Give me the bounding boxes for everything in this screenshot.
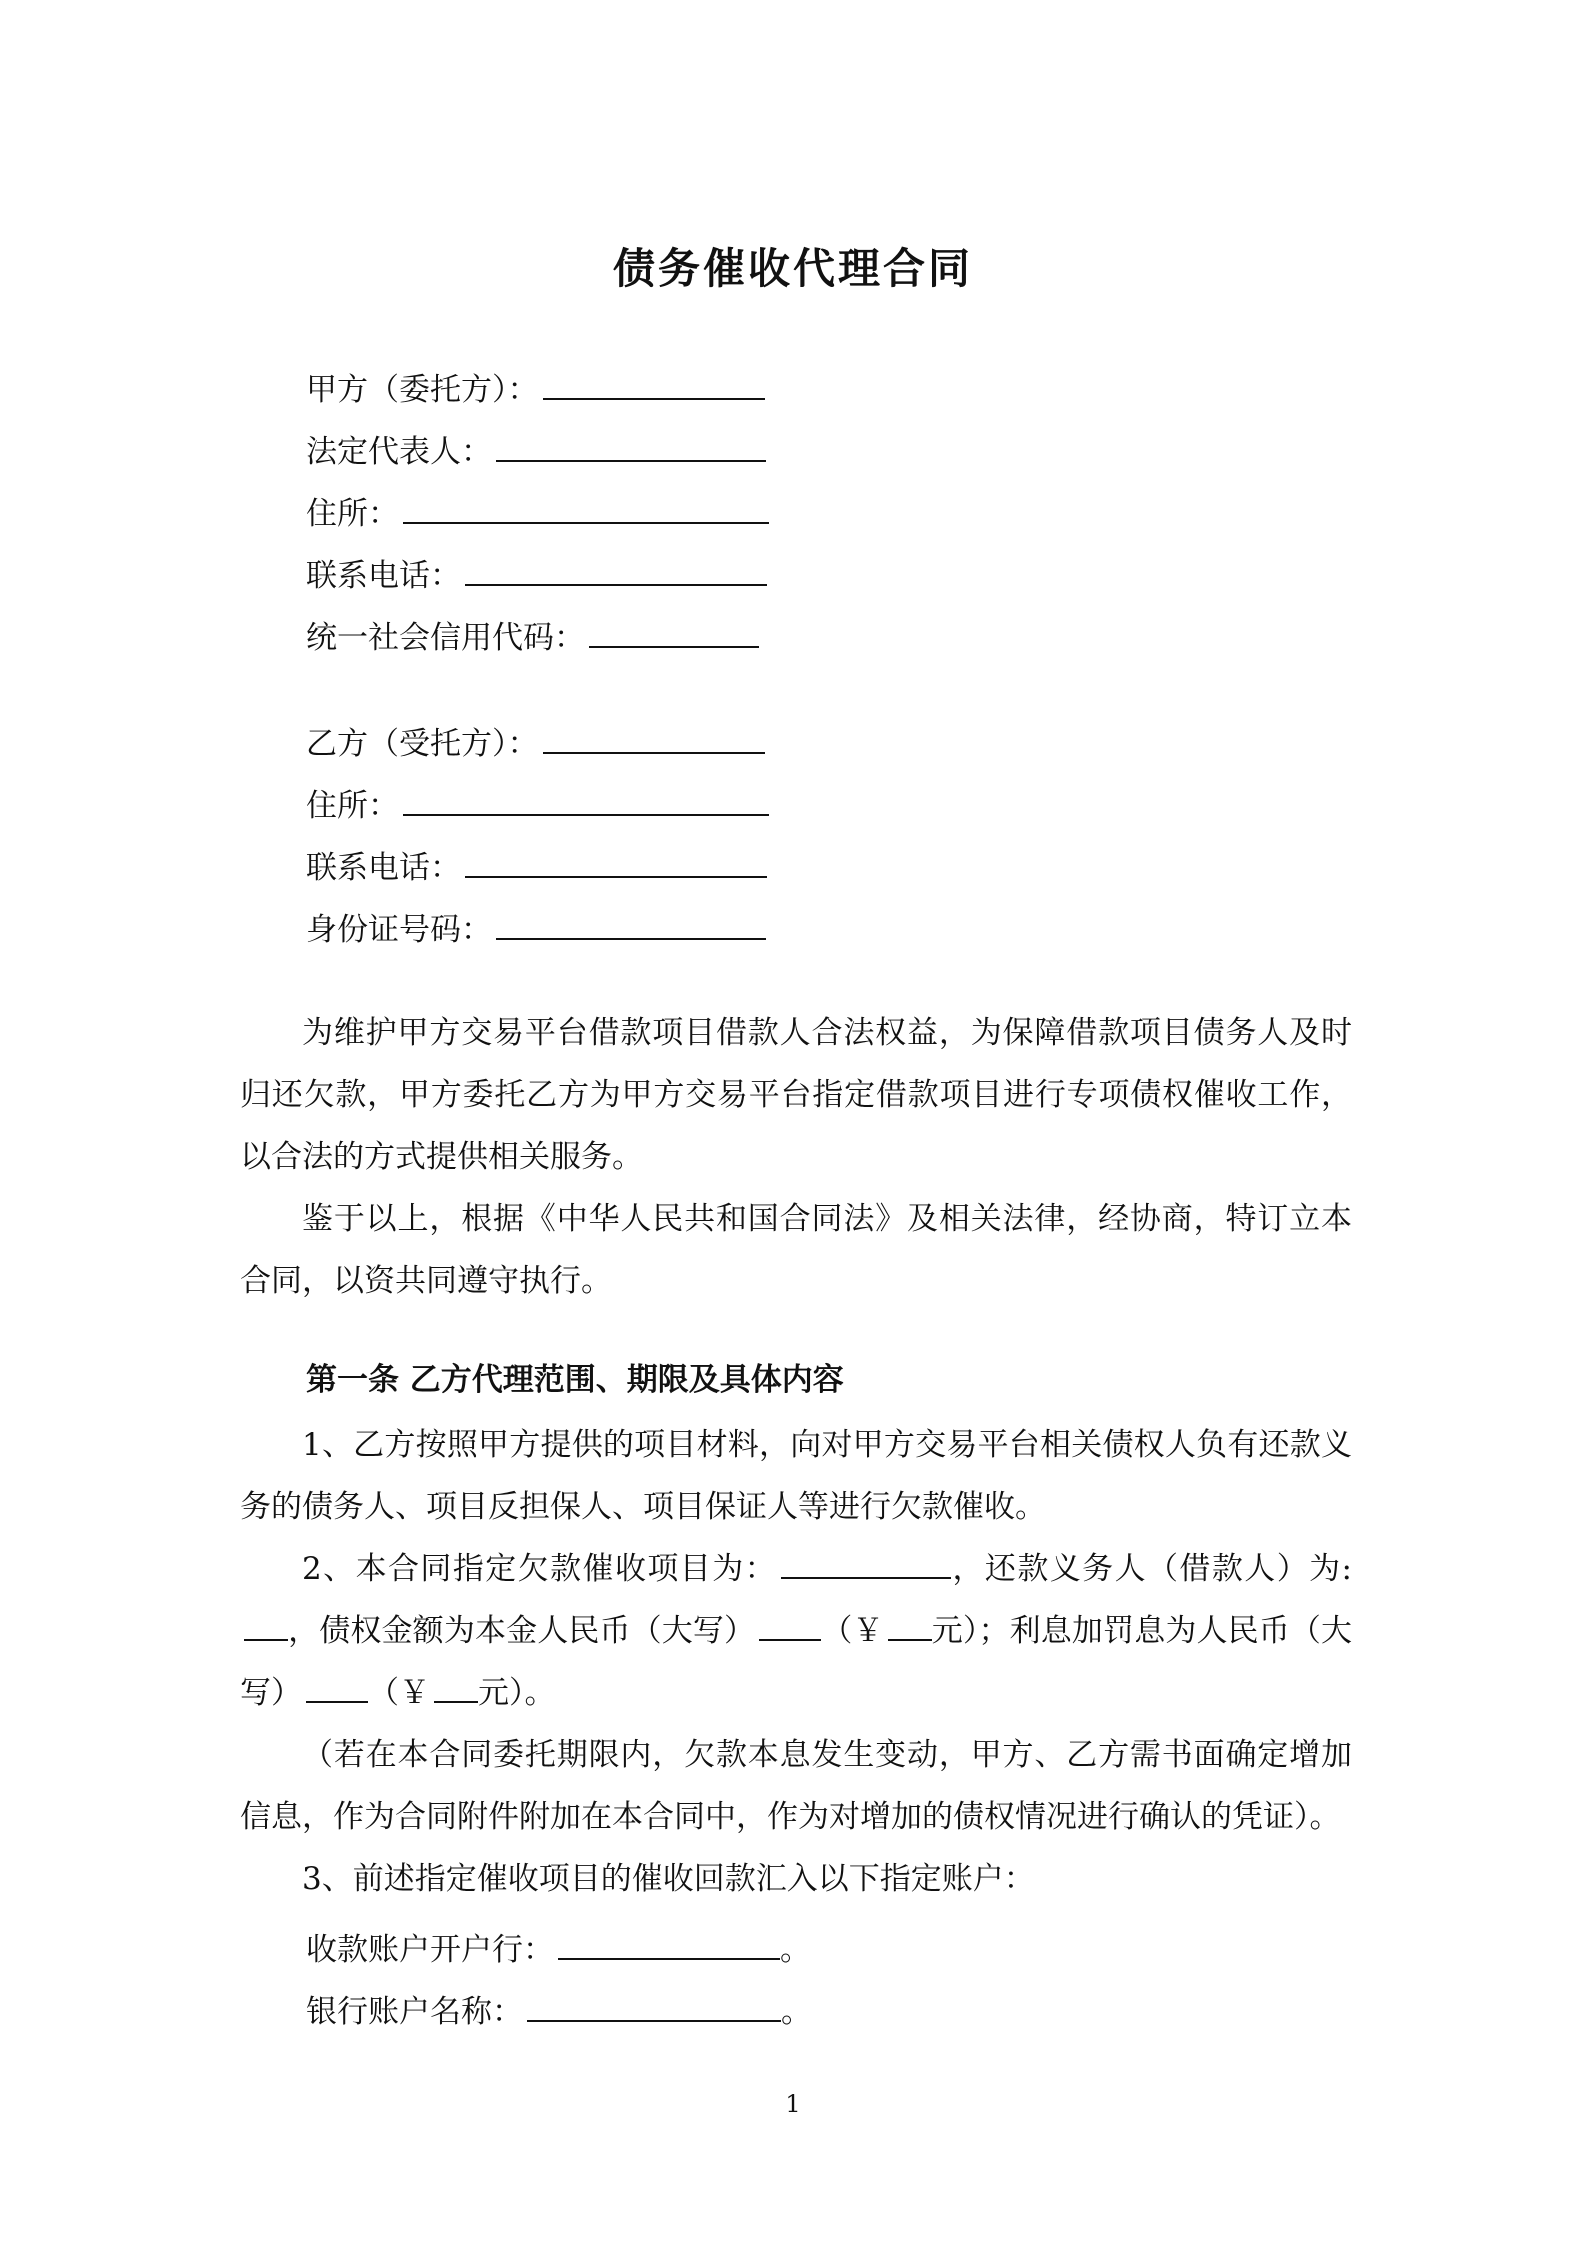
item-2-interest-yen: （￥ [368, 1675, 430, 1711]
party-a-rep-blank[interactable] [496, 428, 766, 462]
party-b-address-blank[interactable] [403, 782, 769, 816]
article-1-note: （若在本合同委托期限内，欠款本息发生变动，甲方、乙方需书面确定增加信息，作为合同附件附加在本合同中，作为对增加的债权情况进行确认的凭证）。 [240, 1737, 1352, 1835]
bank-row [306, 1926, 811, 1970]
party-a-name-label: 甲方（委托方）： [306, 372, 539, 408]
article-1-item-3: 3、前述指定催收项目的催收回款汇入以下指定账户： [302, 1861, 1035, 1897]
principal-figure-blank[interactable] [888, 1607, 932, 1641]
party-b-name-label: 乙方（受托方）： [306, 726, 539, 762]
party-a-name-blank[interactable] [543, 366, 765, 400]
party-b-id-blank[interactable] [496, 906, 766, 940]
party-b-name-row [306, 720, 765, 764]
intro-paragraph-1: 为维护甲方交易平台借款项目借款人合法权益，为保障借款项目债务人及时归还欠款，甲方委托乙方为甲方交易平台指定借款项目进行专项债权催收工作，以合法的方式提供相关服务。 [240, 1015, 1352, 1175]
item-2-debtor-label: ，还款义务人（借款人）为: [951, 1551, 1352, 1587]
document-title: 债务催收代理合同 [612, 244, 973, 293]
project-blank[interactable] [781, 1545, 951, 1579]
intro-paragraph-2: 鉴于以上，根据《中华人民共和国合同法》及相关法律，经协商，特订立本合同，以资共同遵守执行。 [240, 1201, 1352, 1299]
account-name-blank[interactable] [527, 1988, 781, 2022]
bank-blank[interactable] [558, 1926, 780, 1960]
party-a-rep-label: 法定代表人： [306, 434, 492, 470]
party-b-id-row [306, 906, 766, 950]
account-name-row [306, 1988, 812, 2032]
interest-figure-blank[interactable] [434, 1669, 478, 1703]
party-b-address-row [306, 782, 769, 826]
principal-words-blank[interactable] [759, 1607, 821, 1641]
party-b-address-label: 住所： [306, 788, 399, 824]
account-name-label: 银行账户名称： [306, 1994, 523, 2030]
party-a-name-row [306, 366, 765, 410]
article-1-heading: 第一条 乙方代理范围、期限及具体内容 [306, 1362, 844, 1398]
party-a-rep-row [306, 428, 766, 472]
party-b-phone-row [306, 844, 767, 888]
party-b-phone-label: 联系电话： [306, 850, 461, 886]
party-b-phone-blank[interactable] [465, 844, 767, 878]
party-a-address-row [306, 490, 769, 534]
interest-words-blank[interactable] [306, 1669, 368, 1703]
article-1-item-2 [240, 1538, 1352, 1724]
party-a-phone-blank[interactable] [465, 552, 767, 586]
party-a-credit-code-blank[interactable] [589, 614, 759, 648]
party-a-address-label: 住所： [306, 496, 399, 532]
party-a-credit-code-label: 统一社会信用代码： [306, 620, 585, 656]
bank-label: 收款账户开户行： [306, 1932, 554, 1968]
party-a-phone-label: 联系电话： [306, 558, 461, 594]
party-a-credit-code-row [306, 614, 759, 658]
party-b-name-blank[interactable] [543, 720, 765, 754]
item-2-interest-label: 元）；利息加罚息为人民币（大写） [240, 1613, 1353, 1711]
bank-period: 。 [780, 1932, 811, 1968]
party-a-address-blank[interactable] [403, 490, 769, 524]
account-name-period: 。 [781, 1994, 812, 2030]
debtor-blank[interactable] [244, 1607, 288, 1641]
item-2-principal-yen: （￥ [821, 1613, 884, 1649]
article-1-item-1: 1、乙方按照甲方提供的项目材料，向对甲方交易平台相关债权人负有还款义务的债务人、项目反担保人、项目保证人等进行欠款催收。 [240, 1427, 1352, 1525]
party-a-phone-row [306, 552, 767, 596]
party-b-id-label: 身份证号码： [306, 912, 492, 948]
item-2-project-label: 2、本合同指定欠款催收项目为： [302, 1551, 778, 1587]
page-number: 1 [785, 2090, 801, 2118]
item-2-principal-label: ，债权金额为本金人民币（大写） [288, 1613, 756, 1649]
item-2-end: 元）。 [478, 1675, 556, 1711]
